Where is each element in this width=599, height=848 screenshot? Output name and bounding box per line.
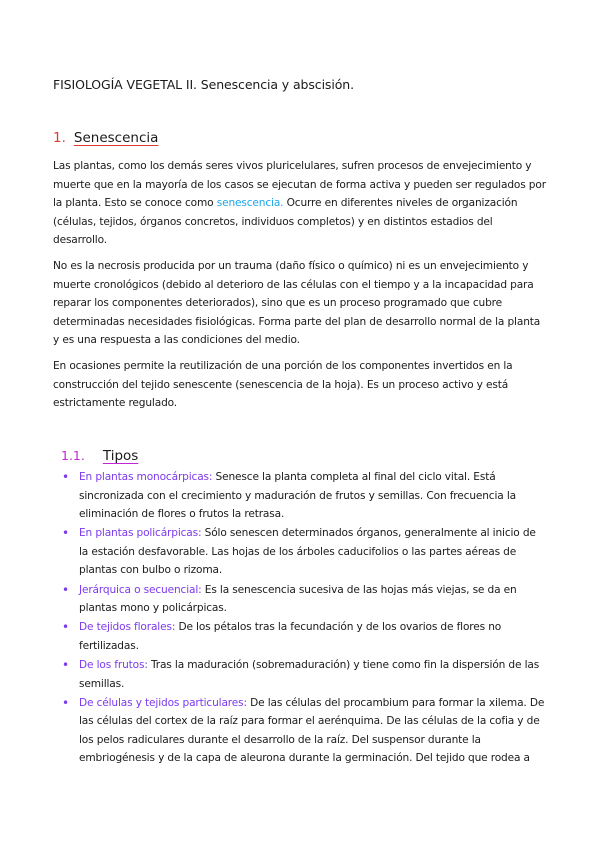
- tipos-list: [62, 468, 548, 769]
- bullet-icon: •: [62, 470, 69, 484]
- list-item: [62, 618, 548, 655]
- section-heading-senescencia: [53, 130, 158, 146]
- section-number: 1.: [53, 130, 66, 146]
- bullet-icon: •: [62, 526, 69, 541]
- list-item: [62, 694, 548, 768]
- list-item: [62, 524, 548, 580]
- bullet-icon: •: [62, 582, 69, 597]
- list-item: [62, 581, 548, 618]
- bullet-icon: •: [62, 620, 69, 635]
- list-item-text: De los pétalos tras la fecundación y de los ovarios de flores no fertilizadas.: [79, 621, 502, 652]
- subsection-number: 1.1.: [61, 448, 85, 463]
- list-item-text: Sólo senescen determinados órganos, generalmente al inicio de la estación desfavorable. Las hojas de los árboles caducifolios o las partes aéreas de plantas con bulbo o rizoma.: [79, 527, 536, 577]
- paragraph-1: [53, 157, 548, 250]
- bullet-icon: •: [62, 695, 69, 710]
- subsection-title: Tipos: [102, 448, 139, 464]
- list-item-text: Tras la maduración (sobremaduración) y tiene como fin la dispersión de las semillas.: [79, 658, 540, 690]
- list-item-text: Senesce la planta completa al final del ciclo vital. Está sincronizada con el crecimiento y maduración de frutos y semillas. Con frecuencia la eliminación de flores o frutos la retrasa.: [79, 471, 516, 521]
- list-item: [62, 468, 548, 524]
- senescencia-link[interactable]: senescencia.: [216, 197, 284, 210]
- list-item-term: De células y tejidos particulares:: [79, 696, 247, 709]
- paragraph-1-text-b: Ocurre en diferentes niveles de organización (células, tejidos, órganos concretos, individuos completos) y en distintos estadios del desarrollo.: [53, 197, 518, 247]
- subsection-heading-tipos: [61, 448, 138, 464]
- bullet-icon: •: [62, 657, 69, 672]
- list-item-term: En plantas monocárpicas:: [79, 471, 213, 483]
- paragraph-1-text-a: Las plantas, como los demás seres vivos pluricelulares, sufren procesos de envejecimiento y muerte que en la mayoría de los casos se ejecutan de forma activa y pueden ser regulados por la planta. Esto se conoce como: [53, 160, 546, 210]
- list-item-text: De las células del procambium para formar la xilema. De las células del cortex de la raíz para formar el aerénquima. De las células de la cofia y de los pelos radiculares durante el desarrollo de la raíz. Del suspensor durante la embriogénesis y de la capa de aleurona durante la germinación. Del tejido que rodea a: [79, 696, 545, 765]
- list-item-term: En plantas policárpicas:: [79, 527, 202, 540]
- list-item-term: De los frutos:: [79, 658, 148, 671]
- paragraph-3: En ocasiones permite la reutilización de una porción de los componentes invertidos en la construcción del tejido senescente (senescencia de la hoja). Es un proceso activo y está estrictamente regulado.: [53, 360, 513, 410]
- list-item: [62, 656, 548, 693]
- document-title: FISIOLOGÍA VEGETAL II. Senescencia y abscisión.: [53, 77, 354, 92]
- list-item-term: De tejidos florales:: [79, 621, 176, 634]
- list-item-term: Jerárquica o secuencial:: [79, 583, 202, 596]
- paragraph-2: No es la necrosis producida por un trauma (daño físico o químico) ni es un envejecimiento y muerte cronológicos (debido al deterioro de las células con el tiempo y a la incapacidad para reparar los componentes deteriorados), sino que es un proceso programado que cubre determinadas necesidades fisiológicas. Forma parte del plan de desarrollo normal de la planta y es una respuesta a las condiciones del medio.: [53, 260, 541, 347]
- list-item-text: Es la senescencia sucesiva de las hojas más viejas, se da en plantas mono y policárpicas.: [79, 583, 517, 615]
- section-title: Senescencia: [73, 130, 159, 146]
